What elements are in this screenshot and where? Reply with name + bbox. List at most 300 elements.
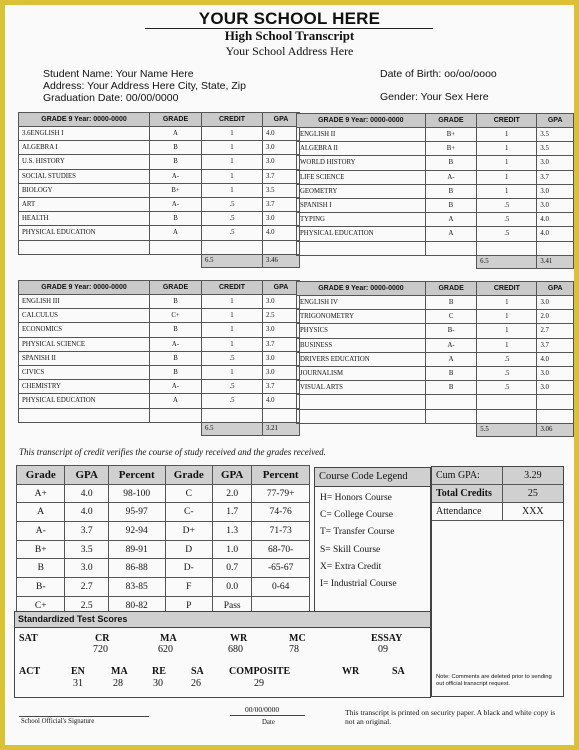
act-re-label: RE (152, 666, 166, 677)
scale-cell: B (17, 559, 65, 578)
gpa-column-header: GPA (263, 113, 300, 127)
scale-cell: 89-91 (108, 540, 165, 559)
course-row (297, 142, 574, 156)
term-total-row (297, 423, 574, 436)
scale-row (17, 559, 310, 578)
blank-row (19, 408, 300, 422)
course-credit (477, 395, 537, 409)
scale-cell: C+ (17, 596, 65, 615)
act-en-score: 31 (73, 678, 83, 689)
credit-column-header: CREDIT (202, 113, 263, 127)
course-row (19, 323, 300, 337)
course-gpa: 3.0 (263, 323, 300, 337)
course-grade: B- (425, 324, 476, 338)
legend-item: S= Skill Course (320, 545, 381, 555)
course-row (19, 226, 300, 240)
course-credit: .5 (477, 198, 537, 212)
course-row (19, 351, 300, 365)
sat-mc-label: MC (289, 633, 306, 644)
course-credit: 1 (202, 309, 263, 323)
scale-cell: 1.7 (212, 503, 251, 522)
course-row (297, 227, 574, 241)
student-name: Student Name: Your Name Here (43, 68, 194, 80)
legend-item: T= Transfer Course (320, 527, 395, 537)
gpa-column-header: GPA (537, 282, 574, 296)
course-name: ECONOMICS (19, 323, 150, 337)
scale-cell: D (165, 540, 212, 559)
term-year-header: GRADE 9 Year: 0000-0000 (297, 114, 426, 128)
course-gpa: 4.0 (537, 213, 574, 227)
gpa-column-header: GPA (537, 114, 574, 128)
scale-cell: 3.7 (65, 522, 108, 541)
scale-cell: 0-64 (252, 578, 310, 597)
course-grade: A- (425, 338, 476, 352)
course-row (297, 352, 574, 366)
scale-header: GPA (65, 466, 108, 485)
signature-label: School Official's Signature (21, 718, 95, 725)
course-credit: .5 (477, 227, 537, 241)
course-credit: 1 (477, 296, 537, 310)
course-row (297, 156, 574, 170)
term-header-row (297, 282, 574, 296)
legend-title: Course Code Legend (315, 468, 430, 487)
course-row (297, 366, 574, 380)
scale-cell: F (165, 578, 212, 597)
course-row (297, 184, 574, 198)
course-name: U.S. HISTORY (19, 155, 150, 169)
course-name: TYPING (297, 213, 426, 227)
course-name: CALCULUS (19, 309, 150, 323)
course-gpa: 3.7 (537, 170, 574, 184)
course-name: PHYSICAL EDUCATION (19, 226, 150, 240)
course-grade: B (425, 184, 476, 198)
scale-cell: B- (17, 578, 65, 597)
summary-panel (431, 466, 564, 697)
act-ma-score: 28 (113, 678, 123, 689)
course-name: ENGLISH IV (297, 296, 426, 310)
credit-column-header: CREDIT (477, 282, 537, 296)
sat-cr-label: CR (95, 633, 110, 644)
scale-cell: C- (165, 503, 212, 522)
term-total-gpa: 3.41 (537, 255, 574, 268)
term-total-row (297, 255, 574, 268)
sat-label: SAT (19, 633, 38, 644)
course-credit: .5 (202, 394, 263, 408)
scale-cell: 2.0 (212, 484, 251, 503)
term-total-gpa: 3.46 (263, 254, 300, 267)
course-gpa: 3.7 (263, 197, 300, 211)
course-gpa: 2.5 (263, 309, 300, 323)
legend-item: I= Industrial Course (320, 579, 397, 589)
scale-cell: 74-76 (252, 503, 310, 522)
blank-row (297, 241, 574, 255)
date-of-birth: Date of Birth: oo/oo/oooo (380, 68, 497, 80)
course-credit: .5 (202, 212, 263, 226)
course-grade: B (425, 366, 476, 380)
course-name: ENGLISH II (297, 128, 426, 142)
course-name: DRIVERS EDUCATION (297, 352, 426, 366)
course-name (297, 395, 426, 409)
course-credit: 1 (477, 156, 537, 170)
course-row (297, 381, 574, 395)
term-total-credit: 6.5 (202, 254, 263, 267)
term-total-row (19, 254, 300, 267)
course-grade: B (150, 351, 202, 365)
total-credits-label: Total Credits (432, 485, 502, 503)
course-credit: 1 (202, 323, 263, 337)
comments-note: Note: Comments are deleted prior to sending out official transcript request. (436, 674, 552, 687)
course-gpa: 3.0 (263, 155, 300, 169)
course-grade: B+ (425, 142, 476, 156)
sat-wr-label: WR (230, 633, 248, 644)
scale-cell: D- (165, 559, 212, 578)
scale-cell: 95-97 (108, 503, 165, 522)
scale-cell: 77-79+ (252, 484, 310, 503)
act-wr-label: WR (342, 666, 360, 677)
course-grade: B (425, 198, 476, 212)
course-row (297, 324, 574, 338)
course-gpa: 3.5 (263, 183, 300, 197)
course-gpa: 2.0 (537, 310, 574, 324)
course-grade: B+ (150, 183, 202, 197)
course-name: BIOLOGY (19, 183, 150, 197)
course-grade: A- (425, 170, 476, 184)
course-code-legend (314, 467, 431, 613)
course-gpa: 3.5 (537, 128, 574, 142)
scale-row (17, 503, 310, 522)
course-credit: .5 (202, 197, 263, 211)
act-re-score: 30 (153, 678, 163, 689)
course-grade: A- (150, 169, 202, 183)
course-credit: .5 (202, 351, 263, 365)
scale-cell: 92-94 (108, 522, 165, 541)
sat-ma-score: 620 (158, 644, 173, 655)
legend-item: H= Honors Course (320, 493, 392, 503)
course-name: ENGLISH III (19, 295, 150, 309)
scale-header: GPA (212, 466, 251, 485)
course-name: SPANISH II (19, 351, 150, 365)
course-name: VISUAL ARTS (297, 381, 426, 395)
scale-cell: 98-100 (108, 484, 165, 503)
cum-gpa-value: 3.29 (502, 467, 563, 485)
course-row (297, 128, 574, 142)
student-address: Address: Your Address Here City, State, Zip (43, 80, 246, 92)
course-name: GEOMETRY (297, 184, 426, 198)
course-row (19, 365, 300, 379)
course-gpa: 3.0 (537, 366, 574, 380)
course-grade: A (150, 226, 202, 240)
sat-cr-score: 720 (93, 644, 108, 655)
course-name: TRIGONOMETRY (297, 310, 426, 324)
act-sa2-label: SA (392, 666, 405, 677)
course-row (19, 295, 300, 309)
scale-cell: Pass (212, 596, 251, 615)
course-row (19, 197, 300, 211)
act-en-label: EN (71, 666, 85, 677)
course-row (19, 212, 300, 226)
course-grade: A- (150, 337, 202, 351)
course-row (19, 141, 300, 155)
course-credit: 1 (202, 155, 263, 169)
course-grade: B+ (425, 128, 476, 142)
security-disclaimer: This transcript is printed on security paper. A black and white copy is not an original. (345, 708, 556, 726)
term-header-row (297, 114, 574, 128)
course-name: PHYSICS (297, 324, 426, 338)
scale-cell: A+ (17, 484, 65, 503)
date-line (230, 715, 305, 716)
course-gpa: 3.0 (537, 296, 574, 310)
term-table (18, 280, 300, 436)
certify-text: This transcript of credit verifies the course of study received and the grades received. (19, 447, 326, 457)
term-total-credit: 5.5 (477, 423, 537, 436)
course-gpa: 3.0 (263, 351, 300, 365)
course-gpa: 2.7 (537, 324, 574, 338)
course-grade: A (425, 227, 476, 241)
course-grade: B (425, 156, 476, 170)
course-name: 3.6ENGLISH I (19, 127, 150, 141)
course-name: SPANISH I (297, 198, 426, 212)
grade-column-header: GRADE (150, 113, 202, 127)
scale-cell: 71-73 (252, 522, 310, 541)
gpa-column-header: GPA (263, 281, 300, 295)
term-year-header: GRADE 9 Year: 0000-0000 (297, 282, 426, 296)
term-total-credit: 6.5 (202, 422, 263, 435)
scale-cell: 1.0 (212, 540, 251, 559)
act-label: ACT (19, 666, 41, 677)
course-row (19, 309, 300, 323)
course-credit: 1 (477, 142, 537, 156)
term-table (296, 113, 574, 269)
course-name: LIFE SCIENCE (297, 170, 426, 184)
course-grade: B (425, 296, 476, 310)
course-gpa: 3.0 (263, 295, 300, 309)
course-row (297, 198, 574, 212)
course-grade: B (150, 212, 202, 226)
term-total-credit: 6.5 (477, 255, 537, 268)
course-credit: 1 (202, 127, 263, 141)
course-grade: A (150, 127, 202, 141)
course-grade: B (150, 323, 202, 337)
course-credit: .5 (477, 213, 537, 227)
term-table (18, 112, 300, 268)
course-credit: .5 (202, 380, 263, 394)
scale-cell: C (165, 484, 212, 503)
course-credit: 1 (202, 169, 263, 183)
cum-gpa-label: Cum GPA: (432, 467, 502, 485)
grade-column-header: GRADE (150, 281, 202, 295)
course-gpa: 3.0 (537, 198, 574, 212)
act-ma-label: MA (111, 666, 128, 677)
course-gpa: 3.7 (537, 338, 574, 352)
school-name: YOUR SCHOOL HERE (198, 9, 381, 28)
course-grade: B (150, 141, 202, 155)
date-label: Date (262, 719, 275, 726)
course-name: WORLD HISTORY (297, 156, 426, 170)
course-grade: A (150, 394, 202, 408)
sat-wr-score: 680 (228, 644, 243, 655)
course-credit: 1 (202, 337, 263, 351)
course-row (19, 169, 300, 183)
scale-cell: B+ (17, 540, 65, 559)
course-name: BUSINESS (297, 338, 426, 352)
course-row (297, 296, 574, 310)
summary-table (432, 467, 563, 521)
course-credit: 1 (202, 183, 263, 197)
blank-row (297, 409, 574, 423)
course-name: SOCIAL STUDIES (19, 169, 150, 183)
term-total-row (19, 422, 300, 435)
sat-mc-score: 78 (289, 644, 299, 655)
scale-cell: D+ (165, 522, 212, 541)
course-name: CIVICS (19, 365, 150, 379)
scale-cell: 3.5 (65, 540, 108, 559)
course-gpa: 3.0 (263, 212, 300, 226)
legend-item: X= Extra Credit (320, 562, 382, 572)
scale-cell: 80-82 (108, 596, 165, 615)
term-table (296, 281, 574, 437)
course-credit: 1 (202, 295, 263, 309)
scale-cell: 1.3 (212, 522, 251, 541)
course-row (297, 310, 574, 324)
sat-ma-label: MA (160, 633, 177, 644)
course-row (19, 183, 300, 197)
course-grade: A (425, 352, 476, 366)
scale-row (17, 484, 310, 503)
course-row (297, 338, 574, 352)
course-row (297, 170, 574, 184)
scale-cell: 0.7 (212, 559, 251, 578)
course-credit: .5 (477, 381, 537, 395)
total-credits-value: 25 (502, 485, 563, 503)
term-header-row (19, 281, 300, 295)
blank-row (19, 240, 300, 254)
scale-cell: 86-88 (108, 559, 165, 578)
course-gpa: 4.0 (263, 394, 300, 408)
scale-header: Grade (17, 466, 65, 485)
course-grade: A (425, 213, 476, 227)
course-gpa: 3.0 (263, 365, 300, 379)
credit-column-header: CREDIT (202, 281, 263, 295)
course-gpa: 3.0 (263, 141, 300, 155)
scale-cell: 2.7 (65, 578, 108, 597)
term-year-header: GRADE 9 Year: 0000-0000 (19, 113, 150, 127)
scale-row (17, 522, 310, 541)
course-name: JOURNALISM (297, 366, 426, 380)
attendance-label: Attendance (432, 503, 502, 521)
sat-essay-label: ESSAY (371, 633, 403, 644)
course-grade: B (150, 365, 202, 379)
course-grade: A- (150, 380, 202, 394)
scale-header: Percent (108, 466, 165, 485)
course-gpa: 4.0 (537, 227, 574, 241)
course-credit: 1 (477, 338, 537, 352)
test-scores-title: Standardized Test Scores (15, 612, 430, 628)
scale-cell: -65-67 (252, 559, 310, 578)
course-credit: .5 (477, 352, 537, 366)
course-row (19, 127, 300, 141)
scale-cell: A- (17, 522, 65, 541)
grade-column-header: GRADE (425, 114, 476, 128)
course-gpa (537, 395, 574, 409)
course-name: HEALTH (19, 212, 150, 226)
course-credit: 1 (477, 184, 537, 198)
course-row (19, 337, 300, 351)
course-row (19, 380, 300, 394)
gender: Gender: Your Sex Here (380, 91, 489, 103)
course-credit: 1 (202, 365, 263, 379)
legend-item: C= College Course (320, 510, 393, 520)
course-gpa: 3.5 (537, 142, 574, 156)
scale-cell: 0.0 (212, 578, 251, 597)
course-name: CHEMISTRY (19, 380, 150, 394)
act-sa-label: SA (191, 666, 204, 677)
term-total-gpa: 3.06 (537, 423, 574, 436)
act-sa-score: 26 (191, 678, 201, 689)
scale-cell: 4.0 (65, 484, 108, 503)
course-gpa: 3.0 (537, 381, 574, 395)
term-year-header: GRADE 9 Year: 0000-0000 (19, 281, 150, 295)
scale-cell: A (17, 503, 65, 522)
signature-line (19, 716, 149, 717)
course-row (19, 394, 300, 408)
course-credit: 1 (477, 170, 537, 184)
scale-row (17, 578, 310, 597)
scale-cell: 83-85 (108, 578, 165, 597)
term-header-row (19, 113, 300, 127)
course-row (297, 213, 574, 227)
course-credit: 1 (477, 324, 537, 338)
course-credit: .5 (477, 366, 537, 380)
course-grade: B (150, 295, 202, 309)
grade-column-header: GRADE (425, 282, 476, 296)
act-composite-score: 29 (254, 678, 264, 689)
course-credit: 1 (477, 128, 537, 142)
course-name: PHYSICAL EDUCATION (297, 227, 426, 241)
course-gpa: 4.0 (263, 127, 300, 141)
course-grade: C+ (150, 309, 202, 323)
school-address: Your School Address Here (225, 44, 354, 58)
course-grade: C (425, 310, 476, 324)
act-composite-label: COMPOSITE (229, 666, 291, 677)
course-name: PHYSICAL SCIENCE (19, 337, 150, 351)
term-total-gpa: 3.21 (263, 422, 300, 435)
course-credit: 1 (202, 141, 263, 155)
grade-scale-table (16, 465, 310, 616)
standardized-test-scores (14, 611, 431, 698)
scale-header: Grade (165, 466, 212, 485)
scale-cell: 3.0 (65, 559, 108, 578)
attendance-value: XXX (502, 503, 563, 521)
course-gpa: 3.7 (263, 169, 300, 183)
course-grade: B (425, 381, 476, 395)
credit-column-header: CREDIT (477, 114, 537, 128)
course-gpa: 3.7 (263, 337, 300, 351)
course-row (297, 395, 574, 409)
course-gpa: 4.0 (537, 352, 574, 366)
transcript-page (5, 5, 574, 745)
course-grade: B (150, 155, 202, 169)
document-title: High School Transcript (224, 28, 355, 43)
course-grade: A- (150, 197, 202, 211)
course-row (19, 155, 300, 169)
course-name: PHYSICAL EDUCATION (19, 394, 150, 408)
course-gpa: 3.0 (537, 184, 574, 198)
scale-header: Percent (252, 466, 310, 485)
course-credit: 1 (477, 310, 537, 324)
scale-cell: 68-70- (252, 540, 310, 559)
course-name: ALGEBRA I (19, 141, 150, 155)
course-credit: .5 (202, 226, 263, 240)
